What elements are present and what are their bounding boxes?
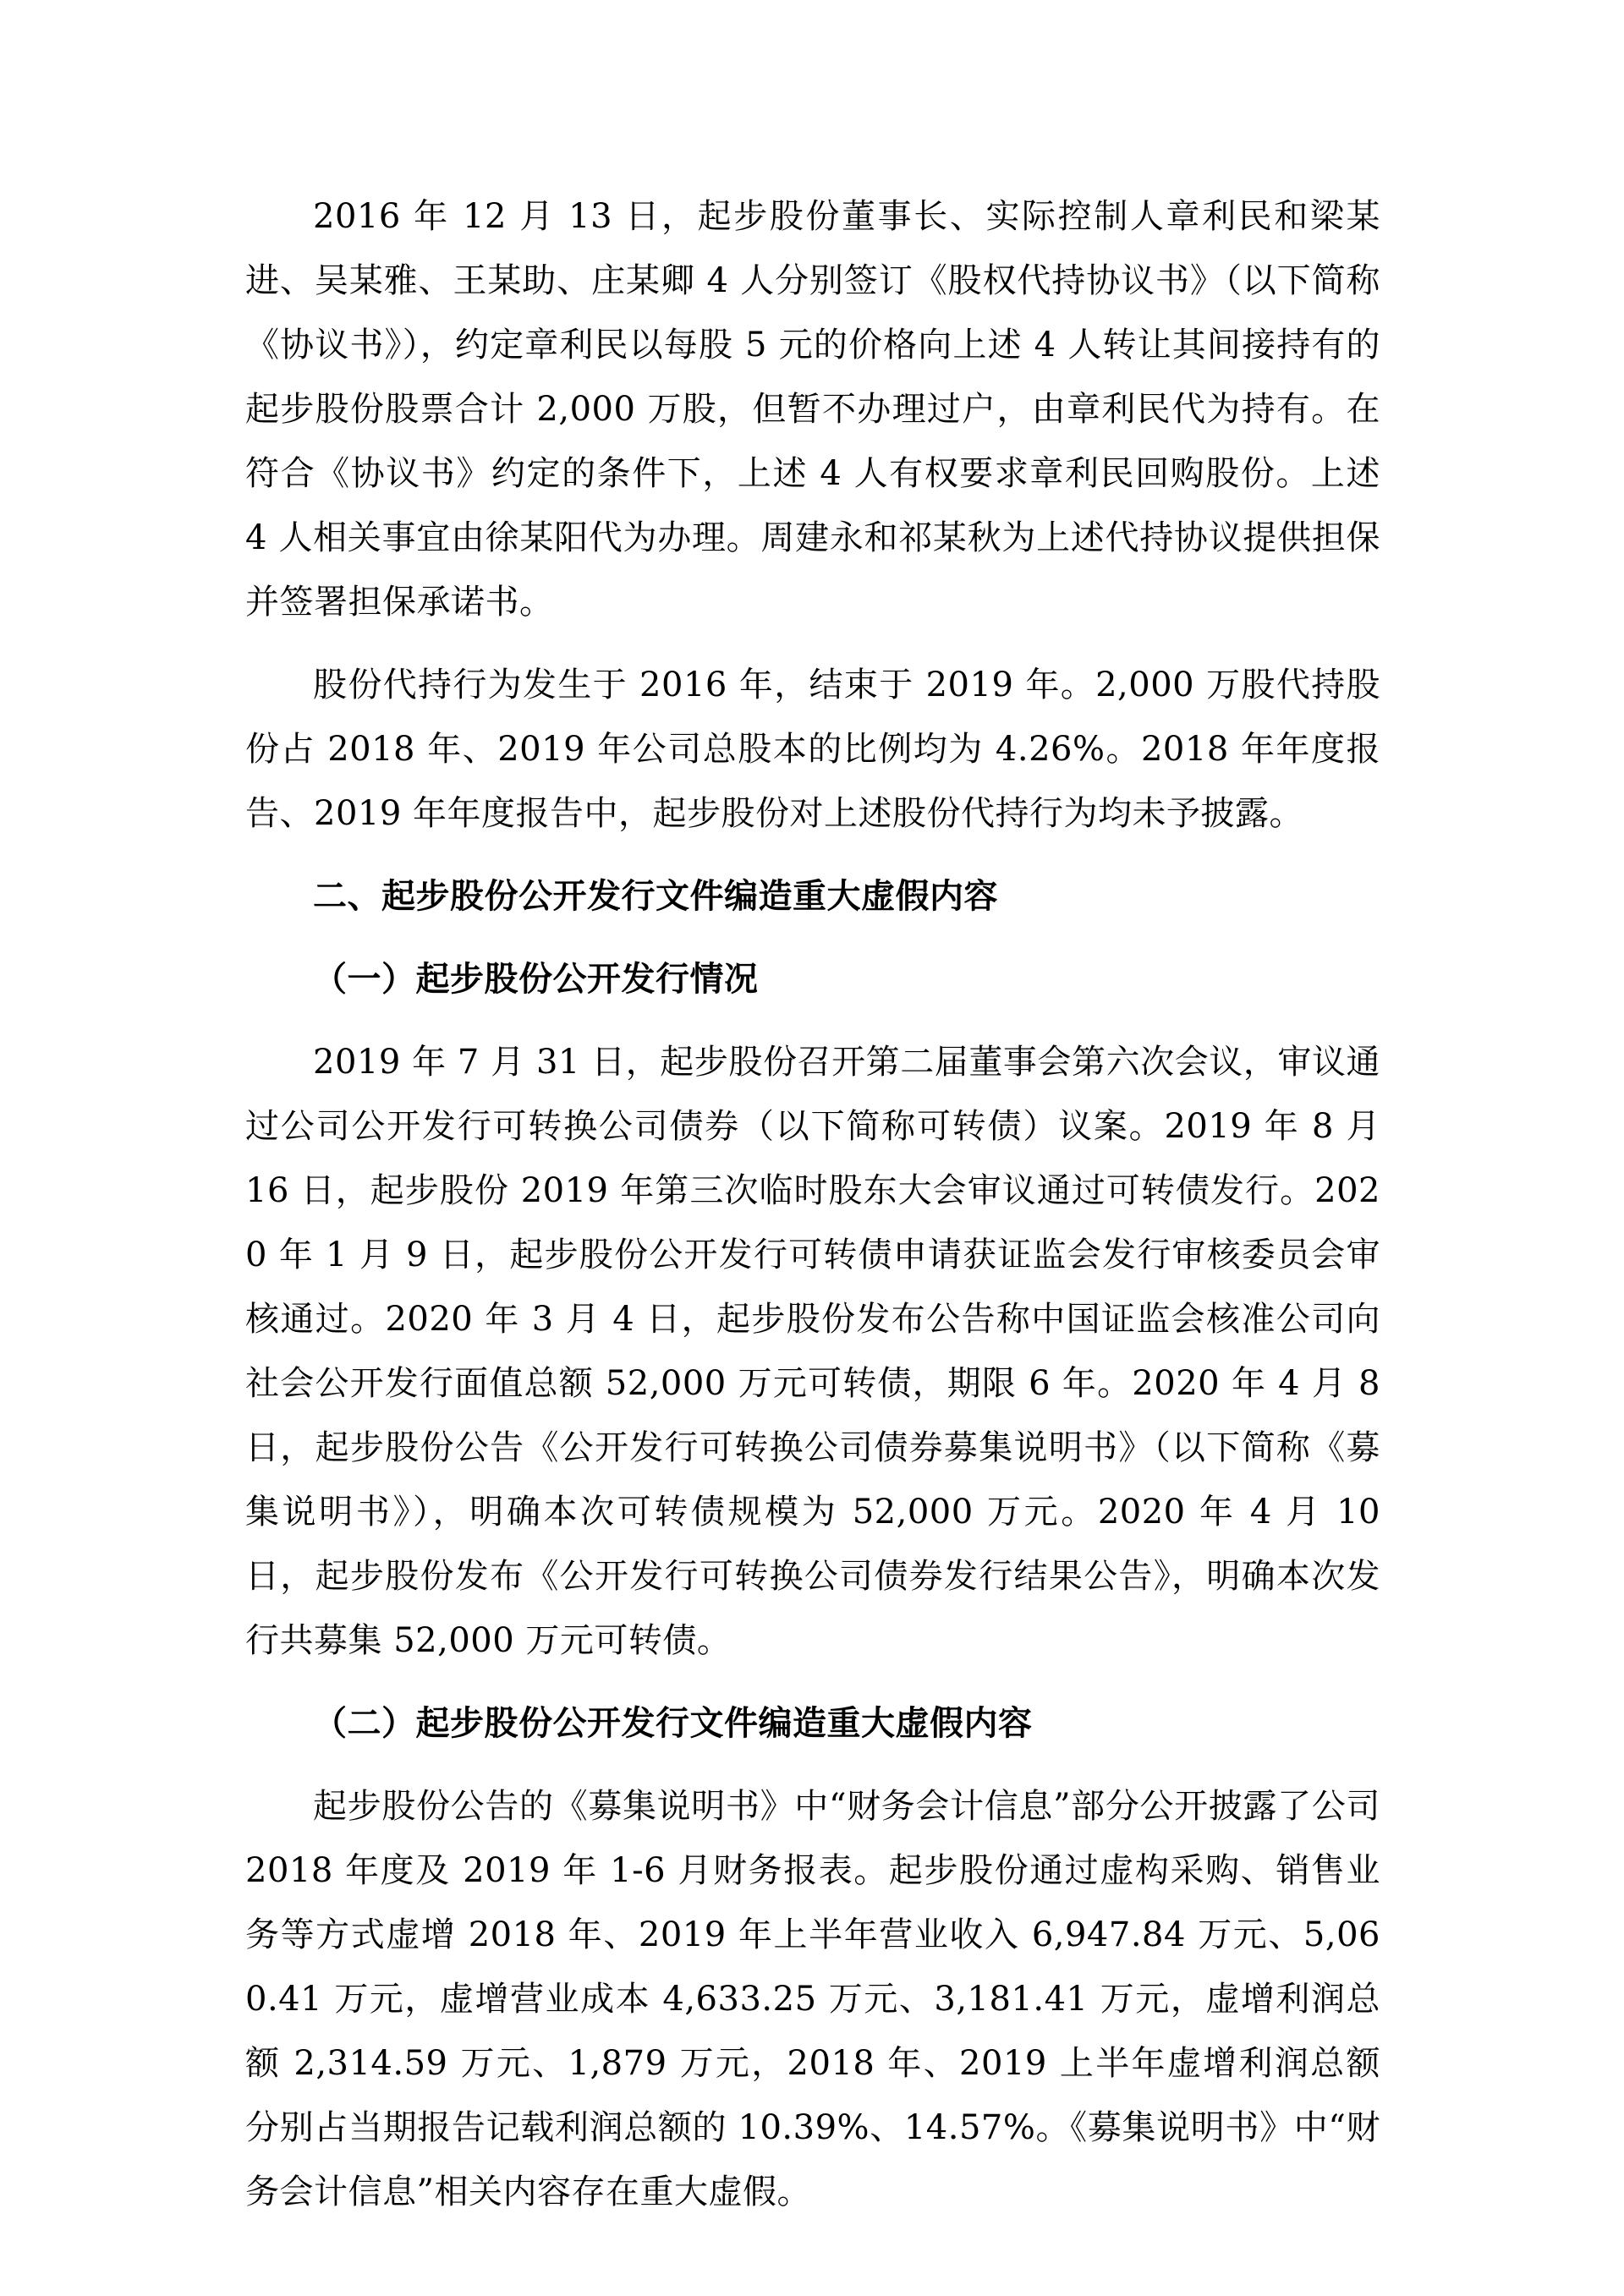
paragraph-share-holding-period: 股份代持行为发生于 2016 年，结束于 2019 年。2,000 万股代持股份占 2018 年、2019 年公司总股本的比例均为 4.26%。2018 年年度报告、2019 年年度报告中，起步股份对上述股份代持行为均未予披露。 <box>245 666 1380 833</box>
paragraph-public-offering-timeline: 2019 年 7 月 31 日，起步股份召开第二届董事会第六次会议，审议通过公司公开发行可转换公司债券（以下简称可转债）议案。2019 年 8 月 16 日，起步股份 2019 年第三次临时股东大会审议通过可转债发行。2020 年 1 月 9 日，起步股份公开发行可转债申请获证监会发行审核委员会审核通过。2020 年 3 月 4 日，起步股份发布公告称中国证监会核准公司向社会公开发行面值总额 52,000 万元可转债，期限 6 年。2020 年 4 月 8 日，起步股份公告《公开发行可转换公司债券募集说明书》（以下简称《募集说明书》），明确本次可转债规模为 52,000 万元。2020 年 4 月 10 日，起步股份发布《公开发行可转换公司债券发行结果公告》，明确本次发行共募集 52,000 万元可转债。 <box>245 1043 1380 1660</box>
section-heading-two: 二、起步股份公开发行文件编造重大虚假内容 <box>313 876 998 916</box>
paragraph-false-financial-content: 起步股份公告的《募集说明书》中“财务会计信息”部分公开披露了公司 2018 年度及 2019 年 1-6 月财务报表。起步股份通过虚构采购、销售业务等方式虚增 2018 年、2019 年上半年营业收入 6,947.84 万元、5,060.41 万元，虚增营业成本 4,633.25 万元、3,181.41 万元，虚增利润总额 2,314.59 万元、1,879 万元，2018 年、2019 上半年虚增利润总额分别占当期报告记载利润总额的 10.39%、14.57%。《募集说明书》中“财务会计信息”相关内容存在重大虚假。 <box>245 1787 1380 2211</box>
subsection-heading-one: （一）起步股份公开发行情况 <box>313 959 759 999</box>
document-text-column <box>245 184 1380 2243</box>
subsection-heading-two: （二）起步股份公开发行文件编造重大虚假内容 <box>313 1703 1033 1743</box>
paragraph-share-holding-agreement: 2016 年 12 月 13 日，起步股份董事长、实际控制人章利民和梁某进、吴某雅、王某助、庄某卿 4 人分别签订《股权代持协议书》（以下简称《协议书》），约定章利民以每股 5 元的价格向上述 4 人转让其间接持有的起步股份股票合计 2,000 万股，但暂不办理过户，由章利民代为持有。在符合《协议书》约定的条件下，上述 4 人有权要求章利民回购股份。上述 4 人相关事宜由徐某阳代为办理。周建永和祁某秋为上述代持协议提供担保并签署担保承诺书。 <box>245 197 1380 622</box>
